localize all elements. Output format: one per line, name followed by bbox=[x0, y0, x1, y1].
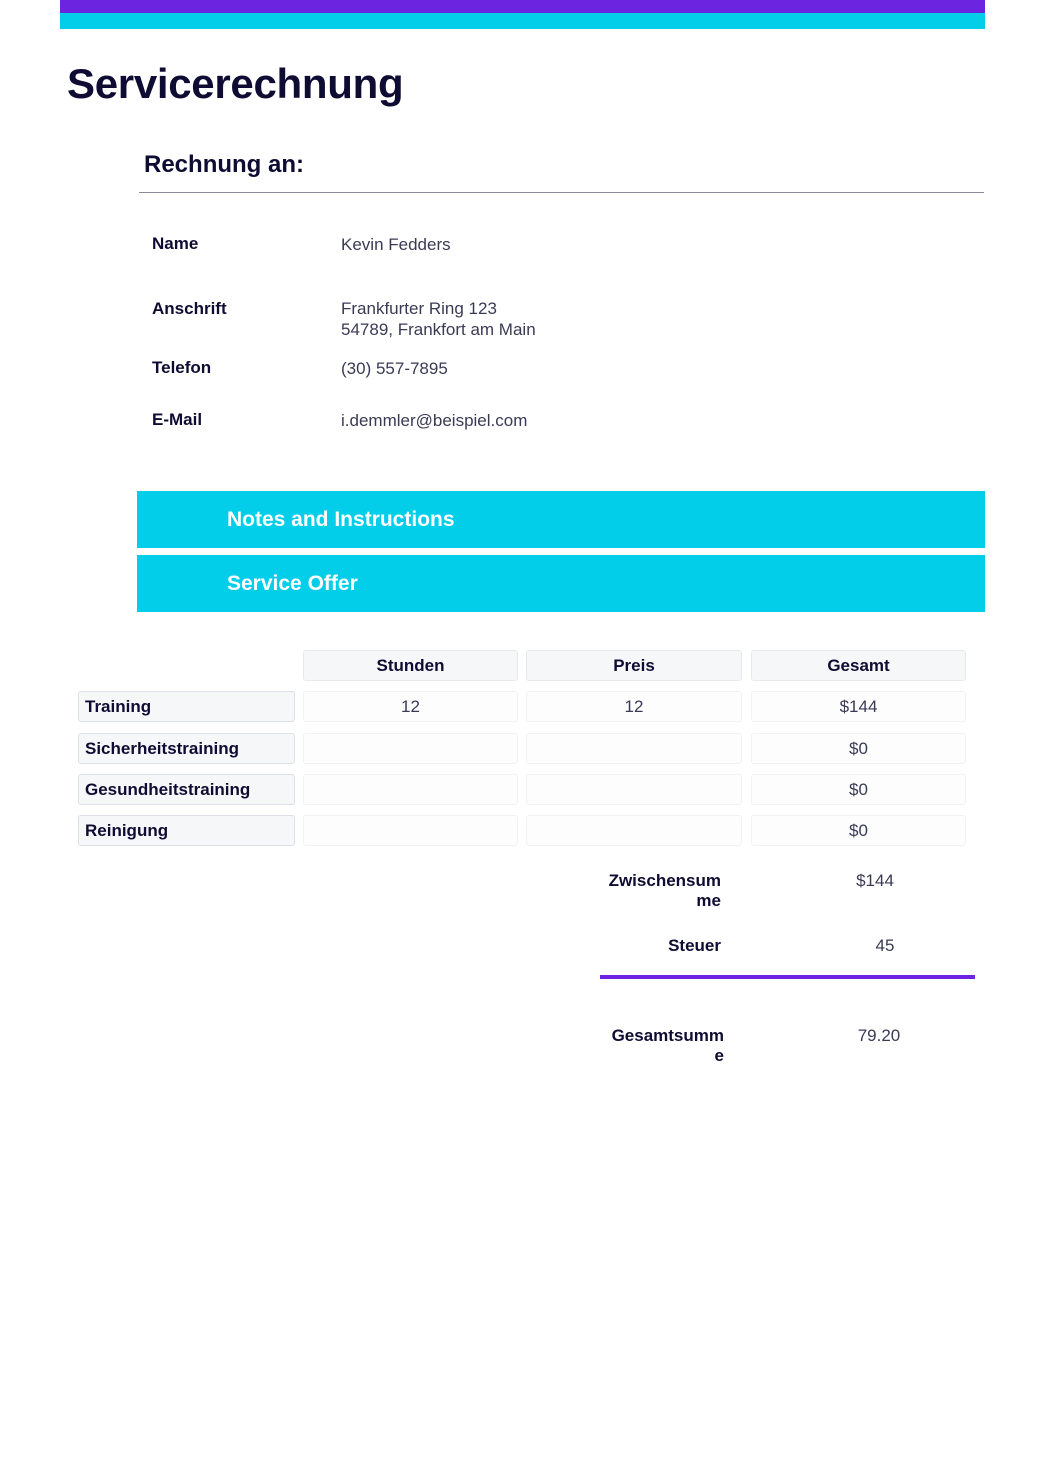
grand-total-label-line-1: Gesamtsumm bbox=[611, 1026, 724, 1045]
name-value: Kevin Fedders bbox=[341, 235, 451, 254]
grand-total-label bbox=[600, 1026, 724, 1066]
row-label-gesundheitstraining: Gesundheitstraining bbox=[78, 774, 295, 805]
page-title: Servicerechnung bbox=[67, 60, 404, 107]
header-accent-bar-cyan bbox=[60, 13, 985, 29]
grand-total-value: 79.20 bbox=[857, 1026, 901, 1045]
service-offer-section-header[interactable]: Service Offer bbox=[137, 555, 985, 612]
bill-to-divider bbox=[139, 192, 984, 193]
sicherheitstraining-preis-cell[interactable] bbox=[526, 733, 742, 764]
gesundheitstraining-stunden-cell[interactable] bbox=[303, 774, 518, 805]
training-gesamt-cell: $144 bbox=[751, 691, 966, 722]
address-label: Anschrift bbox=[152, 299, 227, 318]
tax-value: 45 bbox=[875, 936, 895, 955]
name-label: Name bbox=[152, 234, 199, 253]
gesundheitstraining-gesamt-cell: $0 bbox=[751, 774, 966, 805]
training-stunden-cell[interactable]: 12 bbox=[303, 691, 518, 722]
column-header-preis: Preis bbox=[526, 650, 742, 681]
row-label-reinigung: Reinigung bbox=[78, 815, 295, 846]
subtotal-label-line-1: Zwischensum bbox=[608, 871, 721, 890]
phone-value: (30) 557-7895 bbox=[341, 359, 448, 378]
reinigung-gesamt-cell: $0 bbox=[751, 815, 966, 846]
phone-label: Telefon bbox=[152, 358, 212, 377]
reinigung-stunden-cell[interactable] bbox=[303, 815, 518, 846]
reinigung-preis-cell[interactable] bbox=[526, 815, 742, 846]
subtotal-label-line-2: me bbox=[696, 891, 721, 910]
address-line-2: 54789, Frankfort am Main bbox=[341, 320, 536, 339]
header-accent-bar-purple bbox=[60, 0, 985, 13]
address-value bbox=[341, 298, 536, 340]
row-label-sicherheitstraining: Sicherheitstraining bbox=[78, 733, 295, 764]
email-label: E-Mail bbox=[152, 410, 203, 429]
sicherheitstraining-gesamt-cell: $0 bbox=[751, 733, 966, 764]
gesundheitstraining-preis-cell[interactable] bbox=[526, 774, 742, 805]
row-label-training: Training bbox=[78, 691, 295, 722]
subtotal-label bbox=[600, 871, 721, 911]
grand-total-divider bbox=[600, 975, 975, 979]
subtotal-value: $144 bbox=[856, 871, 894, 890]
training-preis-cell[interactable]: 12 bbox=[526, 691, 742, 722]
bill-to-heading: Rechnung an: bbox=[144, 151, 304, 178]
sicherheitstraining-stunden-cell[interactable] bbox=[303, 733, 518, 764]
address-line-1: Frankfurter Ring 123 bbox=[341, 299, 497, 318]
email-value: i.demmler@beispiel.com bbox=[341, 411, 528, 430]
column-header-stunden: Stunden bbox=[303, 650, 518, 681]
grand-total-label-line-2: e bbox=[714, 1046, 724, 1065]
column-header-gesamt: Gesamt bbox=[751, 650, 966, 681]
tax-label: Steuer bbox=[668, 936, 721, 955]
notes-section-header[interactable]: Notes and Instructions bbox=[137, 491, 985, 548]
